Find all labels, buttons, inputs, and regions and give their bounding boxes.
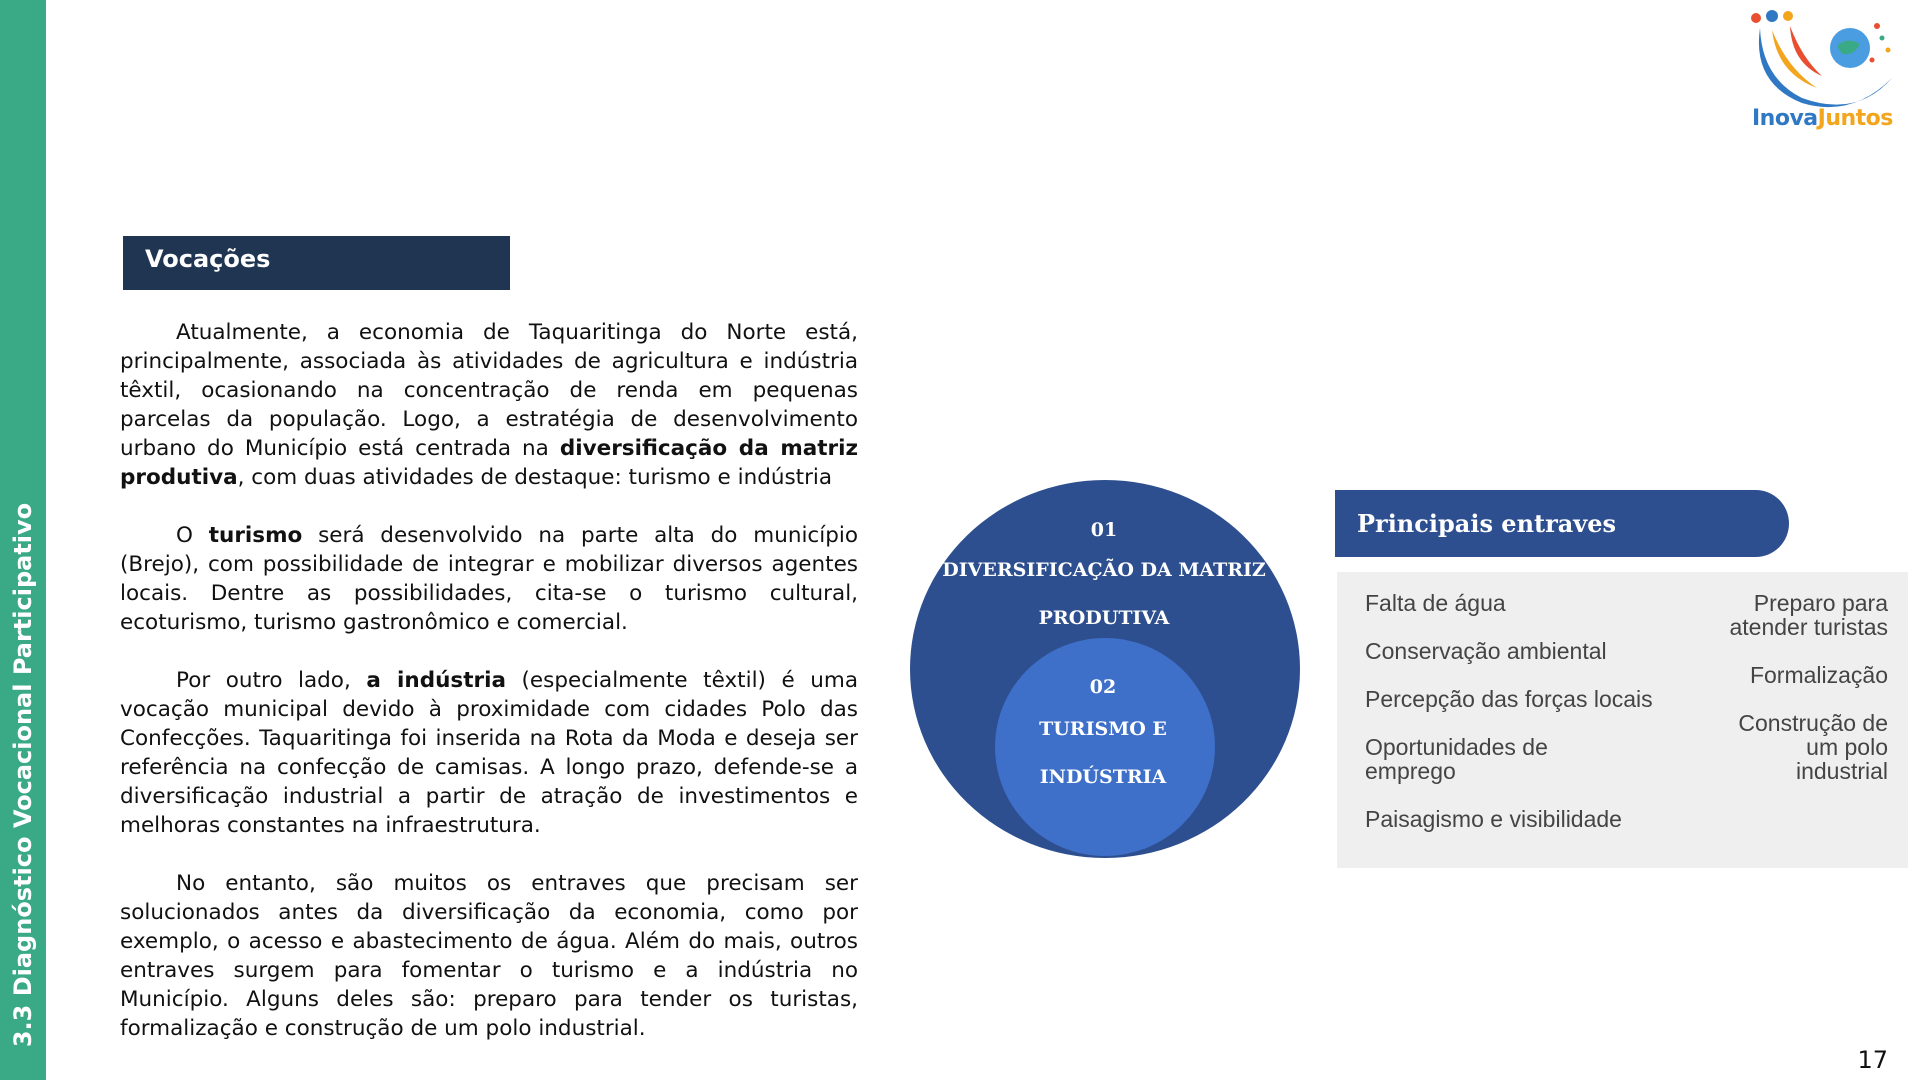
entrave-item: emprego <box>1365 758 1456 784</box>
outer-number: 01 <box>1090 519 1118 541</box>
paragraph-3: Por outro lado, a indústria (especialmente têxtil) é uma vocação municipal devido à proximidade com cidades Polo das Confecções. Taquaritinga foi inserida na Rota da Moda e deseja ser referência na confecção de camisas. A longo prazo, defende-se a diversificação industrial a partir de atração de investimentos e melhoras constantes na infraestrutura. <box>120 668 858 838</box>
entrave-item: um polo <box>1806 734 1888 760</box>
entrave-item: Percepção das forças locais <box>1365 686 1653 712</box>
side-title: 3.3 Diagnóstico Vocacional Participativo <box>9 502 37 1048</box>
body-text <box>120 318 858 1072</box>
inner-label-line1: TURISMO E <box>1039 718 1167 740</box>
entrave-item: Construção de <box>1738 710 1888 736</box>
diagram-inner-circle <box>995 638 1215 856</box>
entrave-item: industrial <box>1795 758 1888 784</box>
inner-number: 02 <box>1089 676 1117 698</box>
entrave-item: Paisagismo e visibilidade <box>1365 806 1622 832</box>
entrave-item: atender turistas <box>1729 614 1888 640</box>
outer-label-line2: PRODUTIVA <box>1038 607 1170 629</box>
entrave-item: Oportunidades de <box>1365 734 1548 760</box>
paragraph-1: Atualmente, a economia de Taquaritinga do Norte está, principalmente, associada às atividades de agricultura e indústria têxtil, ocasionando na concentração de renda em pequenas parcelas da população. Logo, a estratégia de desenvolvimento urbano do Município está centrada na diversificação da matriz produtiva, com duas atividades de destaque: turismo e indústria <box>120 320 859 490</box>
entrave-item: Falta de água <box>1365 590 1506 616</box>
entrave-item: Preparo para <box>1753 590 1888 616</box>
page-number: 17 <box>1857 1046 1888 1074</box>
entraves-title: Principais entraves <box>1335 490 1789 557</box>
paragraph-2: O turismo será desenvolvido na parte alta do município (Brejo), com possibilidade de integrar e mobilizar diversos agentes locais. Dentre as possibilidades, cita-se o turismo cultural, ecoturismo, turismo gastronômico e comercial. <box>120 523 858 635</box>
inner-label-line2: INDÚSTRIA <box>1039 766 1167 788</box>
section-title: Vocações <box>123 236 510 290</box>
paragraph-4: No entanto, são muitos os entraves que precisam ser solucionados antes da diversificação da economia, como por exemplo, o acesso e abastecimento de água. Além do mais, outros entraves surgem para fomentar o turismo e a indústria no Município. Alguns deles são: preparo para tender os turistas, formalização e construção de um polo industrial. <box>120 871 858 1041</box>
logo-text: InovaJuntos <box>1752 106 1893 131</box>
entrave-item: Formalização <box>1749 662 1888 688</box>
entrave-item: Conservação ambiental <box>1365 638 1607 664</box>
outer-label-line1: DIVERSIFICAÇÃO DA MATRIZ <box>942 559 1266 581</box>
